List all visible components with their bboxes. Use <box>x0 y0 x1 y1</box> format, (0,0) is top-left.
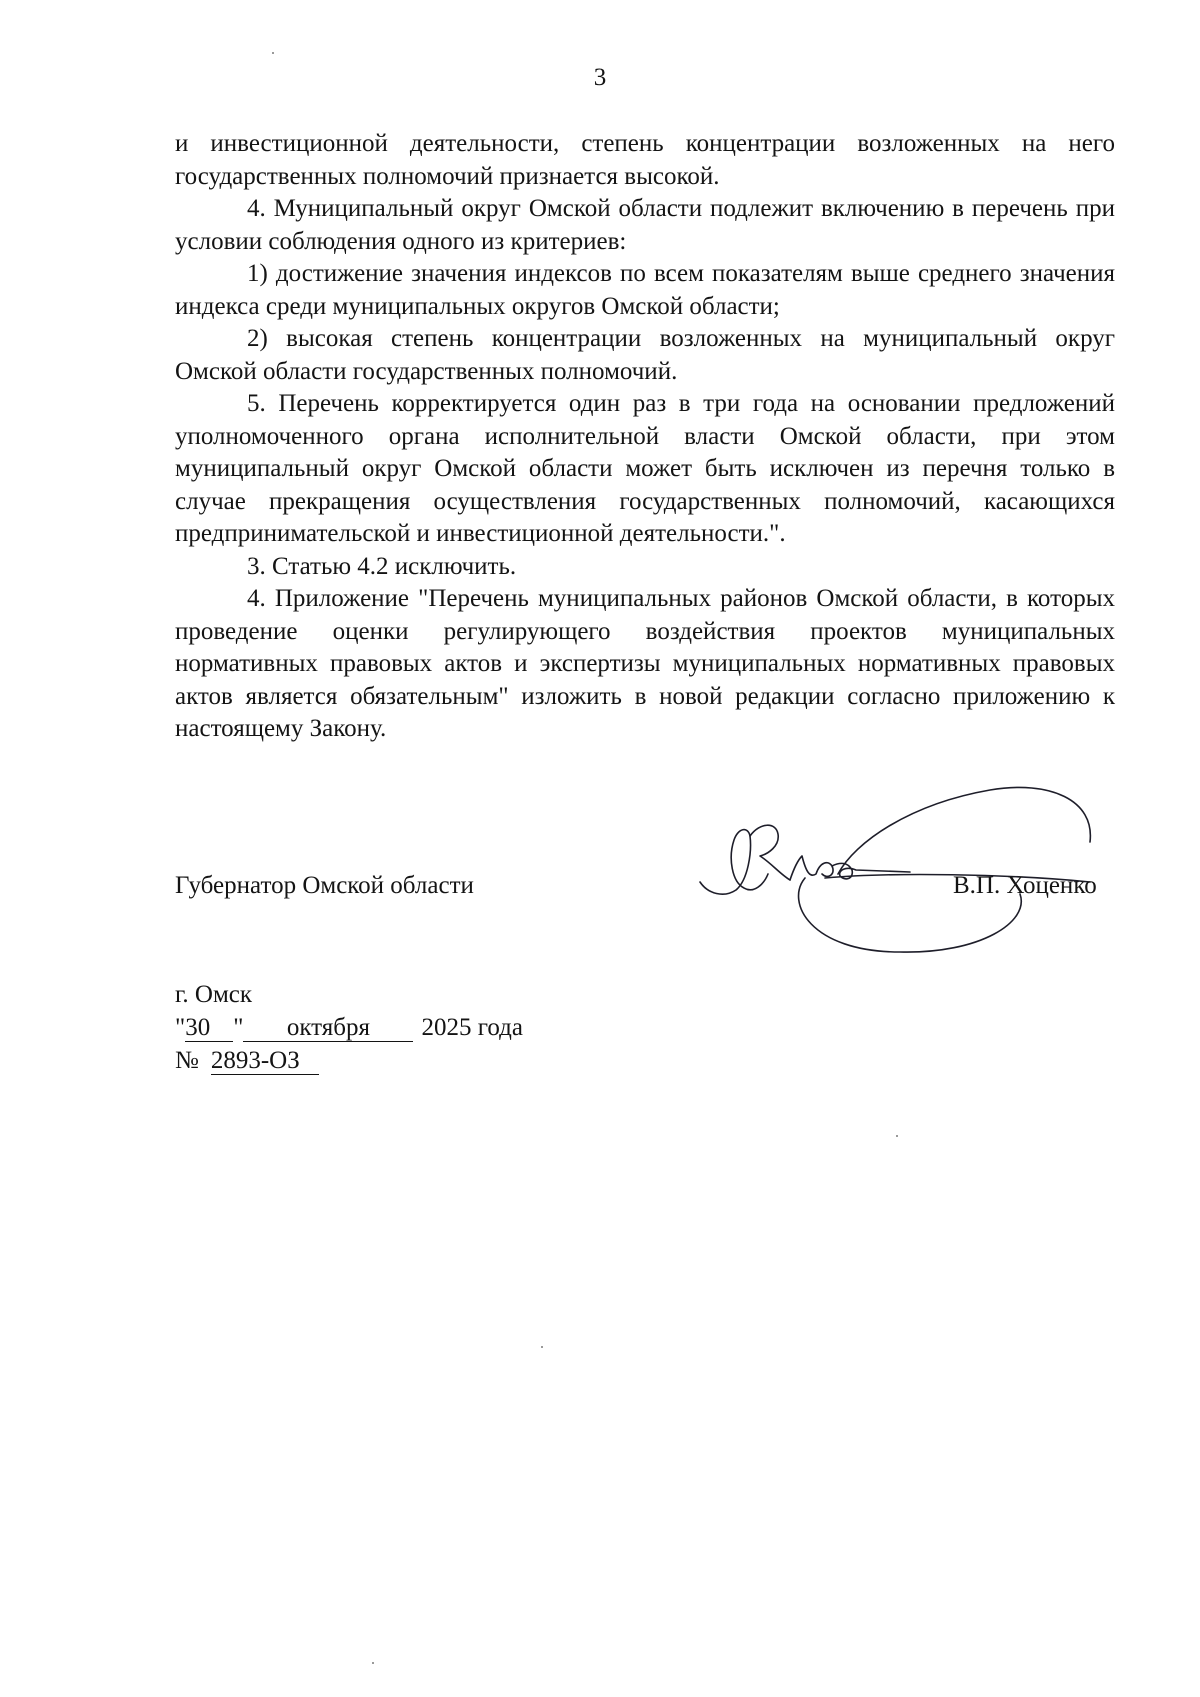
page-number: 3 <box>593 64 607 91</box>
paragraph-item-5: 5. Перечень корректируется один раз в три года на основании предложений уполномоченного органа исполнительной власти Омской области, при этом муниципальный округ Омской области может быть исключен из перечня только в случае прекращения осуществления государственных полномочий, касающихся предпринимательской и инвестиционной деятельности.". <box>175 390 1115 547</box>
paragraph-criterion-2: 2) высокая степень концентрации возложенных на муниципальный округ Омской области государственных полномочий. <box>175 325 1115 385</box>
city: г. Омск <box>175 981 253 1008</box>
signatory-position: Губернатор Омской области <box>175 872 474 899</box>
date-day: 30 <box>185 1015 233 1042</box>
paragraph-item-4: 4. Муниципальный округ Омской области подлежит включению в перечень при условии соблюдения одного из критериев: <box>175 195 1115 255</box>
document-body <box>175 128 1115 746</box>
paragraph-continuation: и инвестиционной деятельности, степень концентрации возложенных на него государственных полномочий признается высокой. <box>175 130 1115 190</box>
paragraph-criterion-1: 1) достижение значения индексов по всем показателям выше среднего значения индекса среди муниципальных округов Омской области; <box>175 260 1115 320</box>
document-number-line <box>175 1044 523 1077</box>
paragraph-article-4: 4. Приложение "Перечень муниципальных районов Омской области, в которых проведение оценки регулирующего воздействия проектов муниципальных нормативных правовых актов и экспертизы муниципальных нормативных правовых актов является обязательным" изложить в новой редакции согласно приложению к настоящему Закону. <box>175 585 1115 742</box>
date-line <box>175 1011 523 1044</box>
date-quote-open: " <box>175 1014 186 1041</box>
document-number: 2893-ОЗ <box>211 1048 319 1075</box>
number-sign: № <box>175 1047 199 1074</box>
paragraph-article-3: 3. Статью 4.2 исключить. <box>247 552 517 580</box>
place-date-number <box>175 978 523 1077</box>
date-year: 2025 года <box>421 1014 523 1041</box>
date-month: октября <box>243 1015 413 1042</box>
signatory-name: В.П. Хоценко <box>953 872 1097 899</box>
date-quote-close: " <box>233 1014 244 1041</box>
